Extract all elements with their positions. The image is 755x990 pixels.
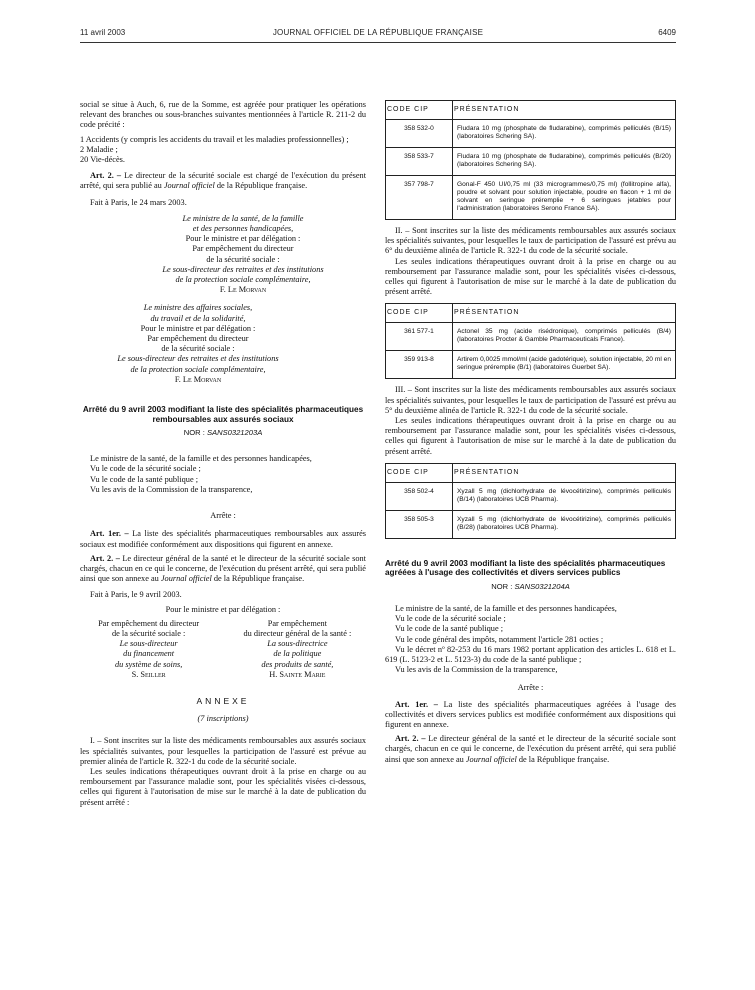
fait-a-paris-2: Fait à Paris, le 9 avril 2003. [90, 590, 182, 600]
fait-a-paris: Fait à Paris, le 24 mars 2003. [90, 197, 187, 207]
arrete-heading: Arrête : [210, 511, 236, 521]
section-II: II. – Sont inscrites sur la liste des médicaments remboursables aux assurés sociaux les spécialités suivantes, pour lesquelles le taux de participation de l'assuré est prévu au 6° du deuxième alinéa de l'article R. 322-1 du code de la sécurité sociale. [385, 226, 676, 256]
cip-code: 358 532-0 [386, 120, 453, 148]
journal-title: JOURNAL OFFICIEL DE LA RÉPUBLIQUE FRANÇAISE [272, 28, 484, 37]
left-column [80, 100, 366, 808]
signature-pair [80, 619, 366, 680]
section-I: I. – Sont inscrites sur la liste des médicaments remboursables aux assurés sociaux les spécialités suivantes, pour lesquelles la participation de l'assuré est prévue au premier alinéa de l'article R. 322-1 du code de la sécurité sociale. [80, 736, 366, 766]
presentation-table-3 [385, 463, 676, 539]
table-row [386, 323, 676, 351]
article-2: Art. 2. – Le directeur de la sécurité sociale est chargé de l'exécution du présent arrêté, qui sera publié au Journal officiel de la République française. [80, 171, 366, 191]
visa-line: Vu les avis de la Commission de la transparence, [395, 665, 558, 675]
visa-line: Vu le code de la sécurité sociale ; [395, 614, 506, 624]
cip-code: 358 505-3 [386, 510, 453, 538]
visa-line: Vu le décret nº 82-253 du 16 mars 1982 portant application des articles L. 618 et L. 619 (L. 5123-2 et L. 5123-3) du code de la santé publique ; [385, 644, 676, 665]
section-III: III. – Sont inscrites sur la liste des médicaments remboursables aux assurés sociaux les spécialités suivantes, pour lesquelles le taux de participation de l'assuré est prévu au 5° du deuxième alinéa de l'article R. 322-1 du code de la sécurité sociale. [385, 385, 676, 415]
col-header-presentation: PRÉSENTATION [453, 101, 676, 120]
presentation-text: Actonel 35 mg (acide risédronique), comprimés pelliculés (B/4) (laboratoires Procter & Gamble Pharmaceuticals France). [453, 323, 676, 351]
inscriptions-count: (7 inscriptions) [197, 714, 249, 724]
right-column [385, 100, 676, 765]
col-header-code: CODE CIP [386, 304, 453, 323]
visa-line: Vu le code général des impôts, notamment l'article 281 octies ; [395, 634, 604, 644]
presentation-text: Xyzall 5 mg (dichlorhydrate de lévocétirizine), comprimés pelliculés (B/28) (laboratoires UCB Pharma). [453, 510, 676, 538]
table-row [386, 148, 676, 176]
presentation-text: Xyzall 5 mg (dichlorhydrate de lévocétirizine), comprimés pelliculés (B/14) (laboratoires UCB Pharma). [453, 482, 676, 510]
presentation-table-2 [385, 303, 676, 379]
signature-seiller: Par empêchement du directeur de la sécurité sociale : Le sous-directeur du financement du système de soins, S. Seiller [98, 618, 200, 679]
intro-paragraph: social se situe à Auch, 6, rue de la Somme, est agréée pour pratiquer les opérations relevant des branches ou sous-branches suivantes mentionnées à l'article R. 211-2 du code précité : [80, 100, 366, 130]
cip-code: 358 502-4 [386, 482, 453, 510]
section-III-indications: Les seules indications thérapeutiques ouvrant droit à la prise en charge ou au remboursement par l'assurance maladie sont, pour les spécialités visées ci-dessous, celles qui figurent à l'autorisation de mise sur le marché à la date de publication du présent arrêté. [385, 416, 676, 456]
branch-list [80, 135, 366, 166]
visa-line: Vu le code de la sécurité sociale ; [90, 464, 201, 474]
signature-block-2: Le ministre des affaires sociales, du travail et de la solidarité, Pour le ministre et par délégation : Par empêchement du directeur de la sécurité sociale : Le sous-directeur des retraites et des institutions de la protection sociale complémentaire, F. Le Morvan [117, 303, 279, 384]
arrete-title: Arrêté du 9 avril 2003 modifiant la liste des spécialités pharmaceutiques remboursables aux assurés sociaux [82, 405, 364, 424]
list-item: 2 Maladie ; [80, 144, 118, 154]
presentation-text: Artirem 0,0025 mmol/ml (acide gadotérique), solution injectable, 20 ml en seringue préremplie (B/1) (laboratoires Guerbet SA). [453, 351, 676, 379]
visa-line: Vu le code de la santé publique ; [90, 474, 199, 484]
list-item: 20 Vie-décès. [80, 155, 125, 165]
table-row [386, 176, 676, 220]
signature-sainte-marie: Par empêchement du directeur général de la santé : La sous-directrice de la politique des produits de santé, H. Sainte Marie [243, 618, 352, 679]
cip-code: 359 913-8 [386, 351, 453, 379]
cip-code: 361 577-1 [386, 323, 453, 351]
section-II-indications: Les seules indications thérapeutiques ouvrant droit à la prise en charge ou au remboursement par l'assurance maladie sont, pour les spécialités visées ci-dessous, celles qui figurent à l'autorisation de mise sur le marché à la date de publication du présent arrêté. [385, 256, 676, 297]
presentation-text: Fludara 10 mg (phosphate de fludarabine), comprimés pelliculés (B/15) (laboratoires Schering SA). [453, 120, 676, 148]
visa-intro: Le ministre de la santé, de la famille et des personnes handicapées, [90, 454, 312, 464]
cip-code: 358 533-7 [386, 148, 453, 176]
signature-block-1: Le ministre de la santé, de la famille et des personnes handicapées, Pour le ministre et par délégation : Par empêchement du directeur de la sécurité sociale : Le sous-directeur des retraites et des institutions de la protection sociale complémentaire, F. Le Morvan [162, 213, 324, 295]
col-header-presentation: PRÉSENTATION [453, 463, 676, 482]
presentation-text: Fludara 10 mg (phosphate de fludarabine), comprimés pelliculés (B/20) (laboratoires Schering SA). [453, 148, 676, 176]
nor-reference-2: NOR : SANS0321204A [491, 581, 570, 591]
col-header-code: CODE CIP [386, 101, 453, 120]
table-row [386, 120, 676, 148]
list-item: 1 Accidents (y compris les accidents du travail et les maladies professionnelles) ; [80, 134, 349, 144]
article-1: Art. 1er. – La liste des spécialités pharmaceutiques remboursables aux assurés sociaux est modifiée conformément aux dispositions qui figurent en annexe. [80, 529, 366, 549]
presentation-text: Gonal-F 450 UI/0,75 ml (33 microgrammes/0,75 ml) (follitropine alfa), poudre et solvant pour solution injectable, poudre en flacon + 1 ml de solvant en seringue préremplie + 6 seringues jetables pour l'administration (laboratoires Serono France SA). [453, 176, 676, 220]
annexe-heading: ANNEXE [196, 695, 250, 706]
nor-reference: NOR : SANS0321203A [183, 428, 263, 438]
table-row [386, 482, 676, 510]
section-I-indications: Les seules indications thérapeutiques ouvrant droit à la prise en charge ou au remboursement par l'assurance maladie sont, pour les spécialités visées ci-dessous, celles qui figurent à l'autorisation de mise sur le marché à la date de publication du présent arrêté : [80, 766, 366, 807]
header-rule [80, 42, 676, 43]
presentation-table-1 [385, 100, 676, 220]
visa-intro: Le ministre de la santé, de la famille et des personnes handicapées, [395, 604, 617, 614]
article-2-collectivites: Art. 2. – Le directeur général de la santé et le directeur de la sécurité sociale sont chargés, chacun en ce qui le concerne, de l'exécution du présent arrêté, qui sera publié ainsi que son annexe au Journal officiel de la République française. [385, 734, 676, 764]
article-1-collectivites: Art. 1er. – La liste des spécialités pharmaceutiques agréées à l'usage des collectivités et divers services publics est modifiée conformément aux dispositions qui figurent en annexe. [385, 699, 676, 730]
table-row [386, 510, 676, 538]
pour-le-ministre: Pour le ministre et par délégation : [165, 604, 281, 614]
page-number: 6409 [658, 28, 676, 37]
cip-code: 357 798-7 [386, 176, 453, 220]
article-2b: Art. 2. – Le directeur général de la santé et le directeur de la sécurité sociale sont chargés, chacun en ce qui le concerne, de l'exécution du présent arrêté, qui sera publié ainsi que son annexe au Journal officiel de la République française. [80, 553, 366, 584]
table-row [386, 351, 676, 379]
visa-line: Vu les avis de la Commission de la transparence, [90, 484, 253, 494]
arrete-title-2: Arrêté du 9 avril 2003 modifiant la liste des spécialités pharmaceutiques agréées à l'usage des collectivités et divers services publics [385, 558, 666, 578]
col-header-presentation: PRÉSENTATION [453, 304, 676, 323]
page-header [80, 28, 676, 42]
col-header-code: CODE CIP [386, 463, 453, 482]
header-date: 11 avril 2003 [80, 28, 126, 37]
arrete-heading-2: Arrête : [517, 683, 544, 693]
visa-line: Vu le code de la santé publique ; [395, 624, 504, 634]
